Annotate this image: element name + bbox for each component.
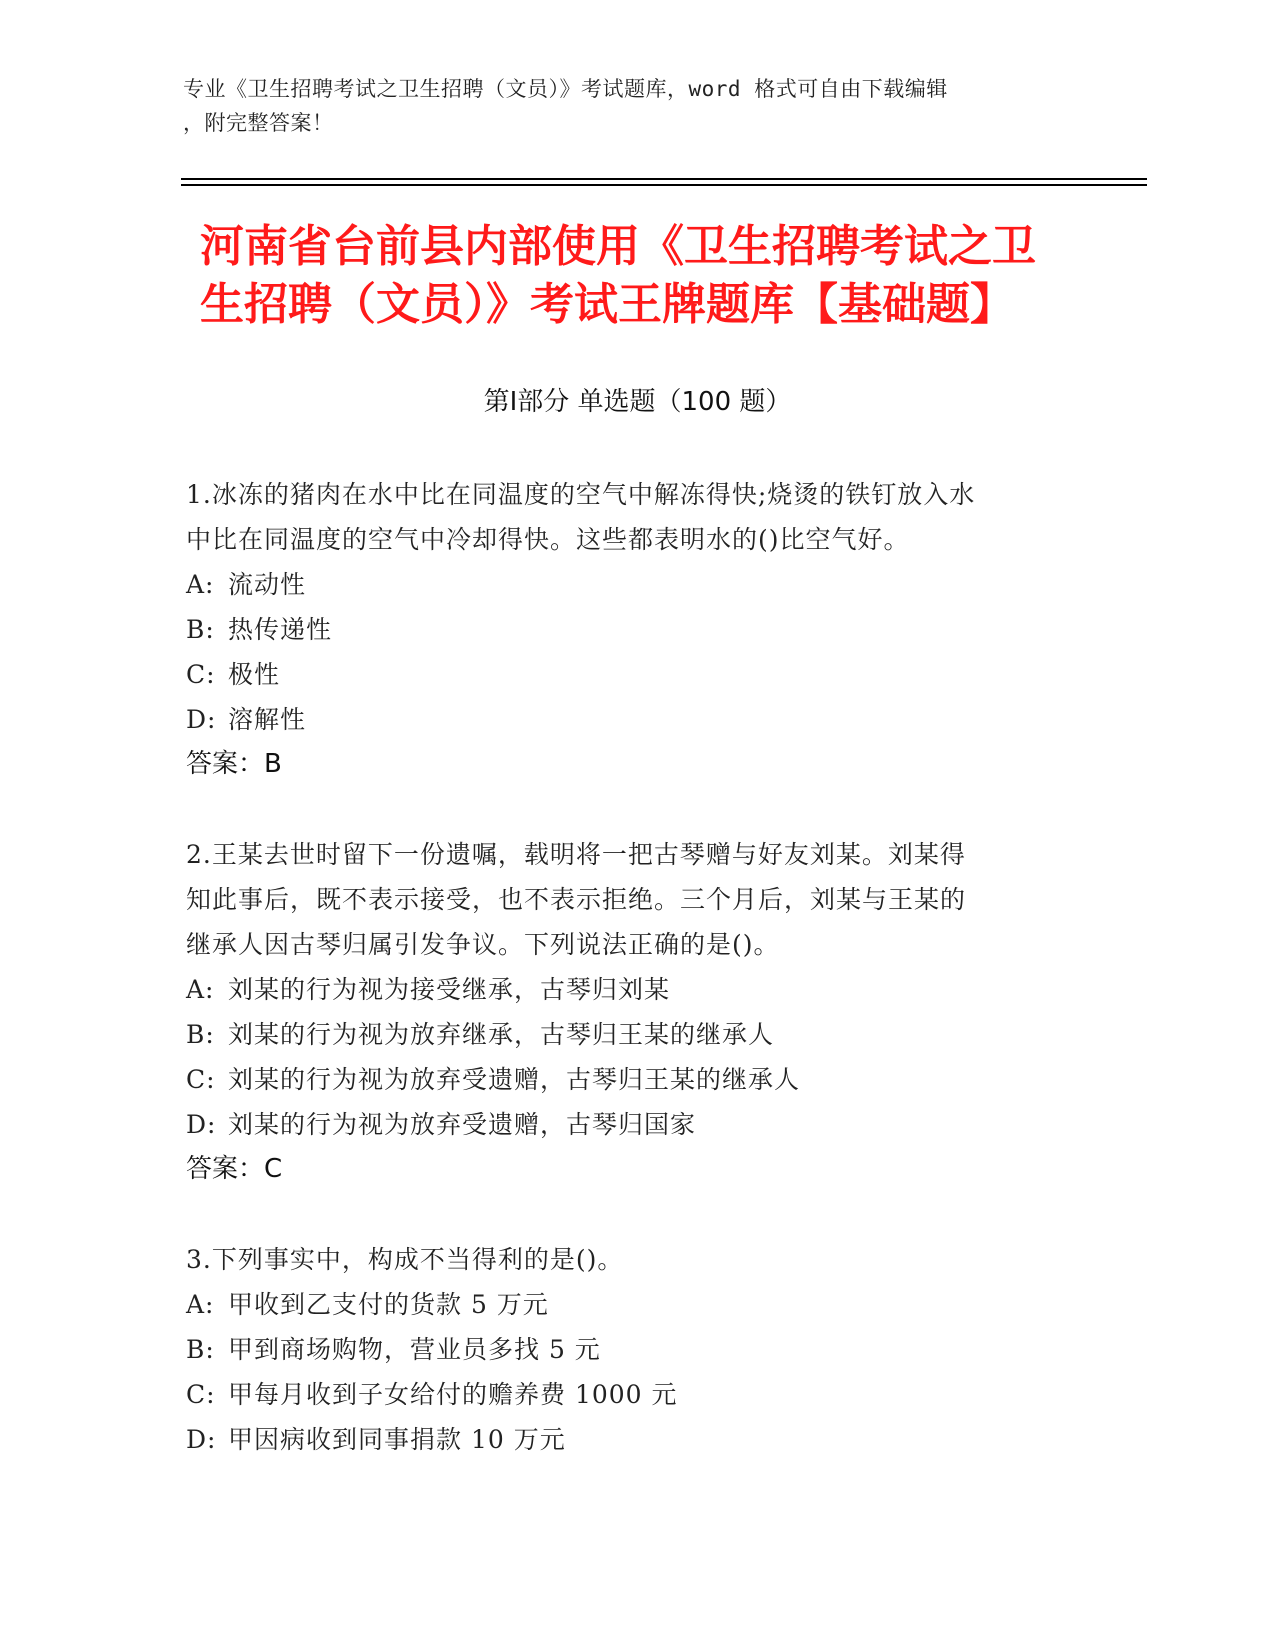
question-stem-line: 1.冰冻的猪肉在水中比在同温度的空气中解冻得快;烧烫的铁钉放入水: [186, 480, 976, 509]
option-key: C:: [186, 1380, 216, 1409]
option-text: 刘某的行为视为放弃受遗赠，古琴归国家: [228, 1110, 697, 1139]
option-c: [186, 1372, 1076, 1417]
option-text: 热传递性: [228, 615, 333, 644]
option-key: C:: [186, 660, 216, 689]
answer: 答案：C: [186, 1154, 283, 1184]
header-note-line-2: ，附完整答案！: [183, 111, 334, 135]
option-text: 甲到商场购物，营业员多找 5 元: [228, 1335, 601, 1364]
option-c: [186, 652, 1076, 697]
question-3: [186, 1237, 1076, 1462]
option-key: B:: [186, 615, 215, 644]
question-1: [186, 472, 1076, 787]
header-rule-top: [181, 178, 1147, 180]
option-key: A:: [186, 975, 215, 1004]
option-d: [186, 1417, 1076, 1462]
option-b: [186, 1012, 1076, 1057]
option-a: [186, 1282, 1076, 1327]
question-stem-line: 3.下列事实中，构成不当得利的是()。: [186, 1245, 624, 1274]
option-text: 刘某的行为视为接受继承，古琴归刘某: [228, 975, 671, 1004]
option-d: [186, 697, 1076, 742]
option-key: D:: [186, 1425, 217, 1454]
question-stem-line: 继承人因古琴归属引发争议。下列说法正确的是()。: [186, 930, 780, 959]
option-a: [186, 562, 1076, 607]
question-list: [186, 472, 1076, 1507]
option-text: 极性: [228, 660, 281, 689]
option-text: 溶解性: [228, 705, 307, 734]
section-title: 第Ⅰ部分 单选题（100 题）: [483, 387, 792, 417]
document-title-line-2: 生招聘（文员）》考试王牌题库【基础题】: [200, 279, 1014, 330]
question-stem-line: 2.王某去世时留下一份遗嘱，载明将一把古琴赠与好友刘某。刘某得: [186, 840, 966, 869]
option-d: [186, 1102, 1076, 1147]
header-rule-bottom: [181, 184, 1147, 186]
option-text: 刘某的行为视为放弃受遗赠，古琴归王某的继承人: [228, 1065, 801, 1094]
option-text: 甲每月收到子女给付的赡养费 1000 元: [228, 1380, 678, 1409]
option-key: B:: [186, 1335, 215, 1364]
question-stem-line: 知此事后，既不表示接受，也不表示拒绝。三个月后，刘某与王某的: [186, 885, 967, 914]
answer: 答案：B: [186, 749, 282, 779]
option-key: A:: [186, 1290, 215, 1319]
option-key: D:: [186, 1110, 217, 1139]
option-text: 甲收到乙支付的货款 5 万元: [228, 1290, 549, 1319]
header-note: [183, 72, 1063, 140]
option-key: A:: [186, 570, 215, 599]
option-key: D:: [186, 705, 217, 734]
option-a: [186, 967, 1076, 1012]
document-title: [200, 218, 1090, 334]
option-text: 甲因病收到同事捐款 10 万元: [228, 1425, 566, 1454]
document-title-line-1: 河南省台前县内部使用《卫生招聘考试之卫: [200, 221, 1036, 272]
option-text: 流动性: [228, 570, 307, 599]
option-c: [186, 1057, 1076, 1102]
question-stem-line: 中比在同温度的空气中冷却得快。这些都表明水的()比空气好。: [186, 525, 910, 554]
question-2: [186, 832, 1076, 1192]
option-text: 刘某的行为视为放弃继承，古琴归王某的继承人: [228, 1020, 775, 1049]
option-key: B:: [186, 1020, 215, 1049]
option-b: [186, 607, 1076, 652]
option-b: [186, 1327, 1076, 1372]
header-note-line-1: 专业《卫生招聘考试之卫生招聘（文员）》考试题库，word 格式可自由下载编辑: [183, 77, 948, 101]
option-key: C:: [186, 1065, 216, 1094]
